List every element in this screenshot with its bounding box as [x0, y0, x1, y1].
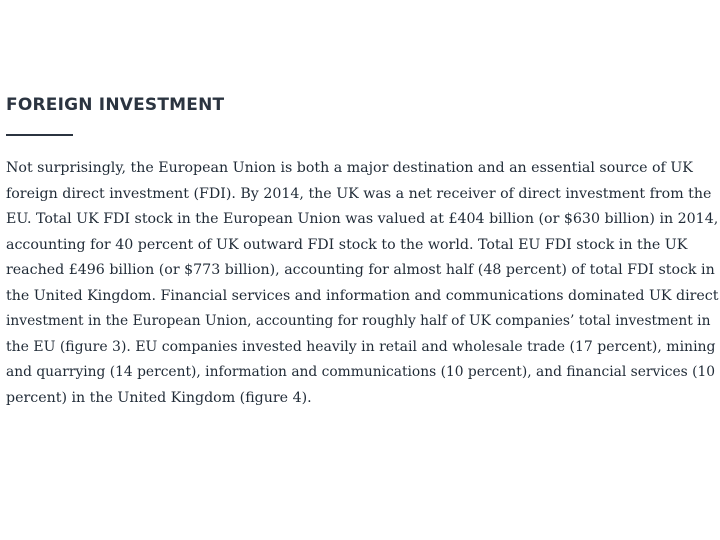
paragraph-line: the EU (figure 3). EU companies invested heavily in retail and wholesale trade (17 percent), mining [6, 338, 716, 355]
paragraph-line: reached £496 billion (or $773 billion), accounting for almost half (48 percent) of total FDI stock in [6, 262, 715, 278]
paragraph-line: and quarrying (14 percent), information and communications (10 percent), and financial services (10 [6, 364, 716, 380]
paragraph-line: EU. Total UK FDI stock in the European Union was valued at £404 billion (or $630 billion) in 2014, [6, 211, 719, 227]
paragraph-line: the United Kingdom. Financial services and information and communications dominated UK direct [6, 287, 719, 304]
section-heading: FOREIGN INVESTMENT [6, 95, 225, 115]
heading-underline [6, 134, 73, 136]
paragraph-line: foreign direct investment (FDI). By 2014, the UK was a net receiver of direct investment from the [6, 185, 712, 202]
paragraph-line: Not surprisingly, the European Union is both a major destination and an essential source of UK [6, 160, 693, 176]
paragraph-line: percent) in the United Kingdom (figure 4). [6, 389, 312, 406]
paragraph-line: accounting for 40 percent of UK outward FDI stock to the world. Total EU FDI stock in the UK [6, 236, 688, 253]
body-paragraph [6, 156, 718, 411]
paragraph-line: investment in the European Union, accounting for roughly half of UK companies’ total investment in [6, 313, 711, 329]
